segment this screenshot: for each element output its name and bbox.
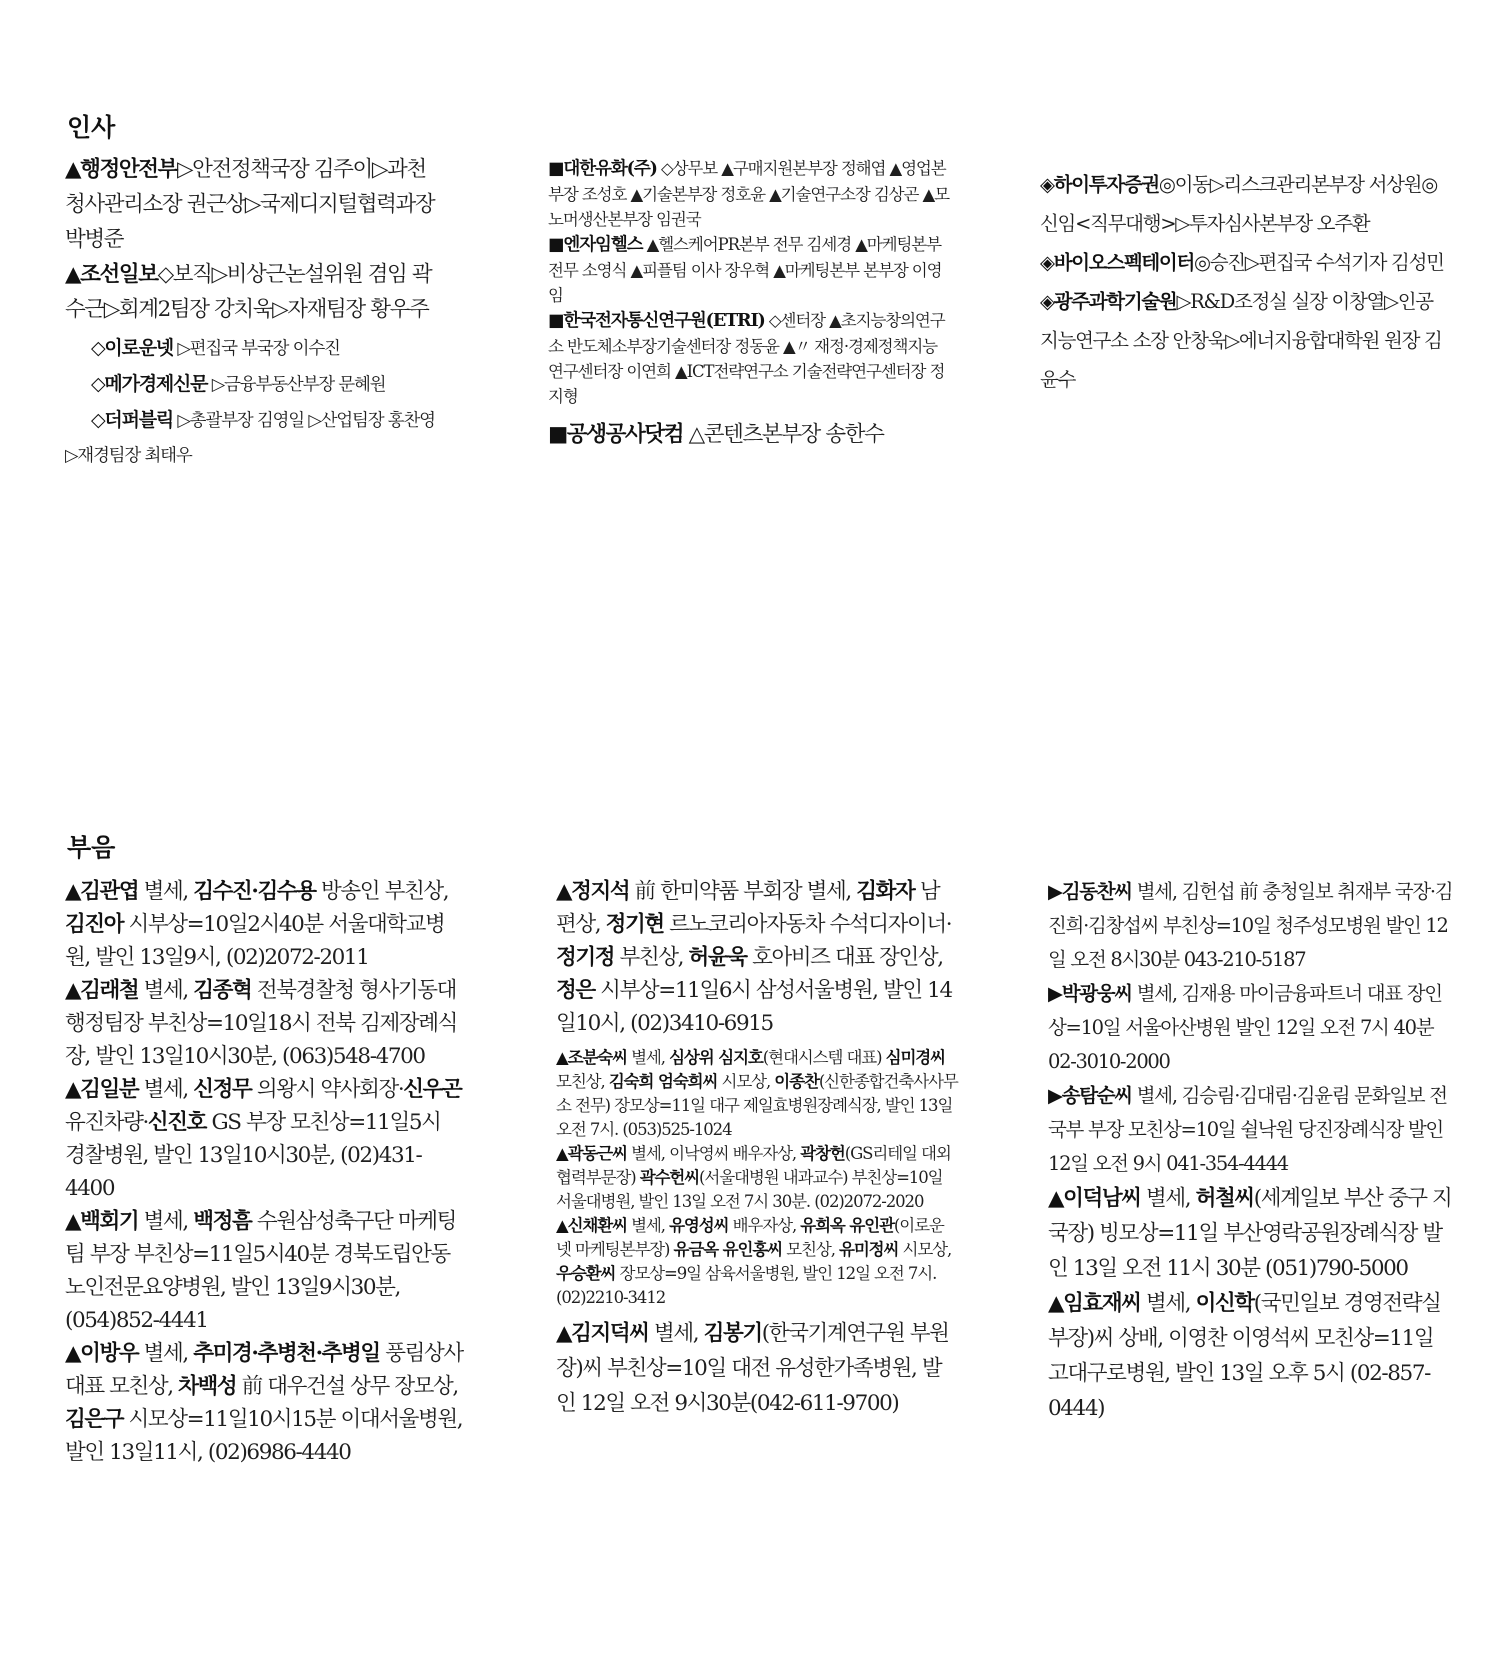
obituary-entry: ▲김일분 별세, 신정무 의왕시 약사회장·신우곤 유진차량·신진호 GS 부장 모친상=11일5시 경찰병원, 발인 13일10시30분, (02)431-4400 [65, 1077, 462, 1201]
obituary-entry: ▲김래철 별세, 김종혁 전북경찰청 형사기동대 행정팀장 부친상=10일18시 전북 김제장례식장, 발인 13일10시30분, (063)548-4700 [65, 978, 457, 1069]
entry-body: ▷금융부동산부장 문혜원 [211, 375, 386, 395]
entry-org: ◇이로운넷 [91, 337, 174, 359]
obituary-entry: ▲임효재씨 별세, 이신학(국민일보 경영전략실 부장)씨 상배, 이영찬 이영석씨 모친상=11일 고대구로병원, 발인 13일 오후 5시 (02-857-0444) [1048, 1291, 1441, 1421]
obituary-entry: ▲신채환씨 별세, 유영성씨 배우자상, 유희옥 유인관(이로운넷 마케팅본부장) 유금옥 유인홍씨 모친상, 유미정씨 시모상, 우승환씨 장모상=9일 삼육서울병원, 발인 12일 오전 7시. (02)2210-3412 [556, 1216, 952, 1307]
bueum-column-1 [65, 875, 465, 1469]
insa-entry [548, 308, 950, 409]
insa-entry [548, 417, 950, 452]
insa-entry [65, 403, 439, 474]
insa-entry [1040, 243, 1448, 282]
entry-org: ■공생공사닷컴 [548, 422, 684, 447]
insa-entry [65, 152, 439, 257]
obituary-entry: ▲김지덕씨 별세, 김봉기(한국기계연구원 부원장)씨 부친상=10일 대전 유성한가족병원, 발인 12일 오전 9시30분(042-611-9700) [556, 1321, 949, 1416]
entry-body: ▲헬스케어PR본부 전무 김세경 ▲마케팅본부 전무 소영식 ▲피플팀 이사 장우혁 ▲마케팅본부 본부장 이영임 [548, 235, 942, 305]
obituary-entry: ▲김관엽 별세, 김수진·김수용 방송인 부친상, 김진아 시부상=10일2시40분 서울대학교병원, 발인 13일9시, (02)2072-2011 [65, 879, 449, 970]
entry-body: ▷총괄부장 김영일 ▷산업팀장 홍찬영 ▷재경팀장 최태우 [65, 411, 435, 466]
entry-body: ▷편집국 부국장 이수진 [177, 339, 340, 359]
insa-entry [1040, 282, 1448, 399]
entry-body: ▷R&D조정실 실장 이창열▷인공지능연구소 소장 안창욱▷에너지융합대학원 원장 김윤수 [1040, 290, 1442, 391]
insa-entry [548, 232, 950, 308]
entry-org: ▲행정안전부 [65, 157, 177, 182]
bueum-column-3 [1048, 875, 1458, 1426]
entry-body: ◎이동▷리스크관리본부장 서상원◎신임<직무대행>▷투자심사본부장 오주환 [1040, 173, 1437, 235]
entry-body: ◇상무보 ▲구매지원본부장 정해엽 ▲영업본부장 조성호 ▲기술본부장 정호윤 ▲기술연구소장 김상곤 ▲모노머생산본부장 임권국 [548, 159, 949, 229]
bueum-title: 부음 [67, 833, 116, 862]
entry-org: ■대한유화(주) [548, 159, 657, 179]
insa-title: 인사 [67, 113, 116, 142]
obituary-entry: ▲백회기 별세, 백정흠 수원삼성축구단 마케팅팀 부장 부친상=11일5시40분 경북도립안동노인전문요양병원, 발인 13일9시30분, (054)852-4441 [65, 1209, 456, 1333]
insa-entry [548, 156, 950, 232]
entry-body: ◇센터장 ▲초지능창의연구소 반도체소부장기술센터장 정동윤 ▲〃 재정·경제정책지능연구센터장 이연희 ▲ICT전략연구소 기술전략연구센터장 정지형 [548, 311, 945, 406]
obituary-entry: ▶김동찬씨 별세, 김헌섭 前 충청일보 취재부 국장·김진희·김창섭씨 부친상=10일 청주성모병원 발인 12일 오전 8시30분 043-210-5187 [1048, 880, 1453, 971]
entry-org: ◈광주과학기술원 [1040, 290, 1177, 313]
obituary-entry: ▲조분숙씨 별세, 심상위 심지호(현대시스템 대표) 심미경씨 모친상, 김숙희 엄숙희씨 시모상, 이종찬(신한종합건축사사무소 전무) 장모상=11일 대구 제일효병원장례식장, 발인 13일 오전 7시. (053)525-1024 [556, 1048, 958, 1139]
obituary-entry: ▲곽동근씨 별세, 이낙영씨 배우자상, 곽창헌(GS리테일 대외협력부문장) 곽수헌씨(서울대병원 내과교수) 부친상=10일 서울대병원, 발인 13일 오전 7시 30분. (02)2072-2020 [556, 1144, 951, 1211]
entry-body: ▷안전정책국장 김주이▷과천 청사관리소장 권근상▷국제디지털협력과장 박병준 [65, 157, 435, 252]
entry-org: ■한국전자통신연구원(ETRI) [548, 311, 765, 331]
entry-org: ▲조선일보 [65, 262, 158, 287]
entry-org: ◇더퍼블릭 [91, 409, 174, 431]
obituary-entry: ▲정지석 前 한미약품 부회장 별세, 김화자 남편상, 정기현 르노코리아자동차 수석디자이너·정기정 부친상, 허윤욱 호아비즈 대표 장인상, 정은 시부상=11일6시 삼성서울병원, 발인 14일10시, (02)3410-6915 [556, 879, 952, 1036]
entry-body: ◎승진▷편집국 수석기자 김성민 [1194, 251, 1444, 274]
insa-entry [1040, 165, 1448, 243]
insa-entry [65, 257, 439, 327]
bueum-column-2 [556, 875, 958, 1421]
obituary-entry: ▲이덕남씨 별세, 허철씨(세계일보 부산 중구 지국장) 빙모상=11일 부산영락공원장례식장 발인 13일 오전 11시 30분 (051)790-5000 [1048, 1186, 1452, 1281]
insa-column-1 [65, 152, 439, 474]
entry-org: ◈바이오스펙테이터 [1040, 251, 1194, 274]
insa-column-3 [1040, 165, 1448, 399]
insa-entry [65, 331, 439, 367]
obituary-entry: ▶송탐순씨 별세, 김승림·김대림·김윤림 문화일보 전국부 부장 모친상=10일 쉴낙원 당진장례식장 발인 12일 오전 9시 041-354-4444 [1048, 1084, 1447, 1175]
obituary-entry: ▶박광웅씨 별세, 김재용 마이금융파트너 대표 장인상=10일 서울아산병원 발인 12일 오전 7시 40분 02-3010-2000 [1048, 982, 1442, 1073]
insa-entry [65, 367, 439, 403]
entry-org: ■엔자임헬스 [548, 235, 643, 255]
entry-org: ◈하이투자증권 [1040, 173, 1159, 196]
insa-column-2 [548, 156, 950, 452]
entry-org: ◇메가경제신문 [91, 373, 208, 395]
entry-body: △콘텐츠본부장 송한수 [688, 422, 884, 447]
obituary-entry: ▲이방우 별세, 추미경·추병천·추병일 풍림상사 대표 모친상, 차백성 前 대우건설 상무 장모상, 김은구 시모상=11일10시15분 이대서울병원, 발인 13일11시, (02)6986-4440 [65, 1341, 463, 1465]
entry-body: ◇보직▷비상근논설위원 겸임 곽수근▷회계2팀장 강치욱▷자재팀장 황우주 [65, 262, 432, 322]
